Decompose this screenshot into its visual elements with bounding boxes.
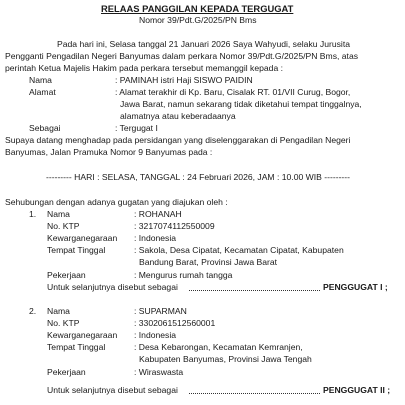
- plaintiff-designation-prefix: Untuk selanjutnya disebut sebagai: [47, 385, 178, 395]
- designation-leader: [189, 393, 320, 394]
- document-title: RELAAS PANGGILAN KEPADA TERGUGAT: [101, 3, 294, 14]
- designation-leader: [189, 290, 320, 291]
- intro-line-3: perintah Ketua Majelis Hakim pada perkara tersebut memanggil kepada :: [5, 63, 284, 73]
- plaintiff-designation-prefix: Untuk selanjutnya disebut sebagai: [47, 282, 178, 292]
- plaintiff-residence-label: Tempat Tinggal: [47, 342, 106, 352]
- defendant-address-line-3: alamatnya atau keberadaanya: [120, 111, 236, 121]
- plaintiff-number: 1.: [29, 209, 37, 219]
- plaintiff-name-value: : SUPARMAN: [134, 306, 187, 316]
- plaintiff-residence-line-2: Kabupaten Banyumas, Provinsi Jawa Tengah: [139, 354, 312, 364]
- plaintiff-name-label: Nama: [47, 306, 70, 316]
- summons-line-2: Banyumas, Jalan Pramuka Nomor 9 Banyumas pada :: [5, 147, 213, 157]
- plaintiff-ktp-value: : 3302061512560001: [134, 318, 216, 328]
- plaintiff-citizenship-value: : Indonesia: [134, 233, 177, 243]
- plaintiff-residence-line-1: : Sakola, Desa Cipatat, Kecamatan Cipatat, Kabupaten: [134, 245, 344, 255]
- plaintiff-residence-line-2: Bandung Barat, Provinsi Jawa Barat: [139, 257, 278, 267]
- summons-line-1: Supaya datang menghadap pada persidangan yang diselenggarakan di Pengadilan Negeri: [5, 135, 351, 145]
- plaintiff-name-label: Nama: [47, 209, 70, 219]
- defendant-address-line-1: : Alamat terakhir di Kp. Baru, Cisalak RT. 01/VII Curug, Bogor,: [115, 87, 351, 97]
- plaintiff-citizenship-label: Kewarganegaraan: [47, 330, 118, 340]
- plaintiff-ktp-value: : 3217074112550009: [134, 221, 215, 231]
- plaintiff-job-value: : Wiraswasta: [134, 367, 184, 377]
- plaintiff-number: 2.: [29, 306, 37, 316]
- defendant-role-value: : Tergugat I: [115, 123, 158, 133]
- hearing-schedule: --------- HARI : SELASA, TANGGAL : 24 Februari 2026, JAM : 10.00 WIB ---------: [46, 172, 351, 182]
- defendant-address-label: Alamat: [29, 87, 56, 97]
- plaintiff-residence-line-1: : Desa Kebarongan, Kecamatan Kemranjen,: [134, 342, 303, 352]
- plaintiff-job-label: Pekerjaan: [47, 367, 86, 377]
- defendant-address-line-2: Jawa Barat, namun sekarang tidak diketahui tempat tinggalnya,: [120, 99, 362, 109]
- defendant-name-label: Nama: [29, 75, 52, 85]
- defendant-role-label: Sebagai: [29, 123, 61, 133]
- plaintiff-residence-label: Tempat Tinggal: [47, 245, 106, 255]
- lawsuit-intro: Sehubungan dengan adanya gugatan yang diajukan oleh :: [5, 197, 228, 207]
- intro-line-1: Pada hari ini, Selasa tanggal 21 Januari 2026 Saya Wahyudi, selaku Jurusita: [57, 39, 351, 49]
- plaintiff-citizenship-label: Kewarganegaraan: [47, 233, 118, 243]
- plaintiff-designation: PENGGUGAT I ;: [323, 282, 388, 292]
- plaintiff-job-value: : Mengurus rumah tangga: [134, 270, 233, 280]
- intro-line-2: Pengganti Pengadilan Negeri Banyumas dalam perkara Nomor 39/Pdt.G/2025/PN Bms, atas: [5, 51, 359, 61]
- plaintiff-ktp-label: No. KTP: [47, 318, 80, 328]
- case-number: Nomor 39/Pdt.G/2025/PN Bms: [139, 15, 257, 25]
- plaintiff-job-label: Pekerjaan: [47, 270, 86, 280]
- defendant-name-value: : PAMINAH istri Haji SISWO PAIDIN: [115, 75, 253, 85]
- plaintiff-citizenship-value: : Indonesia: [134, 330, 177, 340]
- plaintiff-designation: PENGGUGAT II ;: [323, 385, 391, 395]
- plaintiff-ktp-label: No. KTP: [47, 221, 80, 231]
- plaintiff-name-value: : ROHANAH: [134, 209, 182, 219]
